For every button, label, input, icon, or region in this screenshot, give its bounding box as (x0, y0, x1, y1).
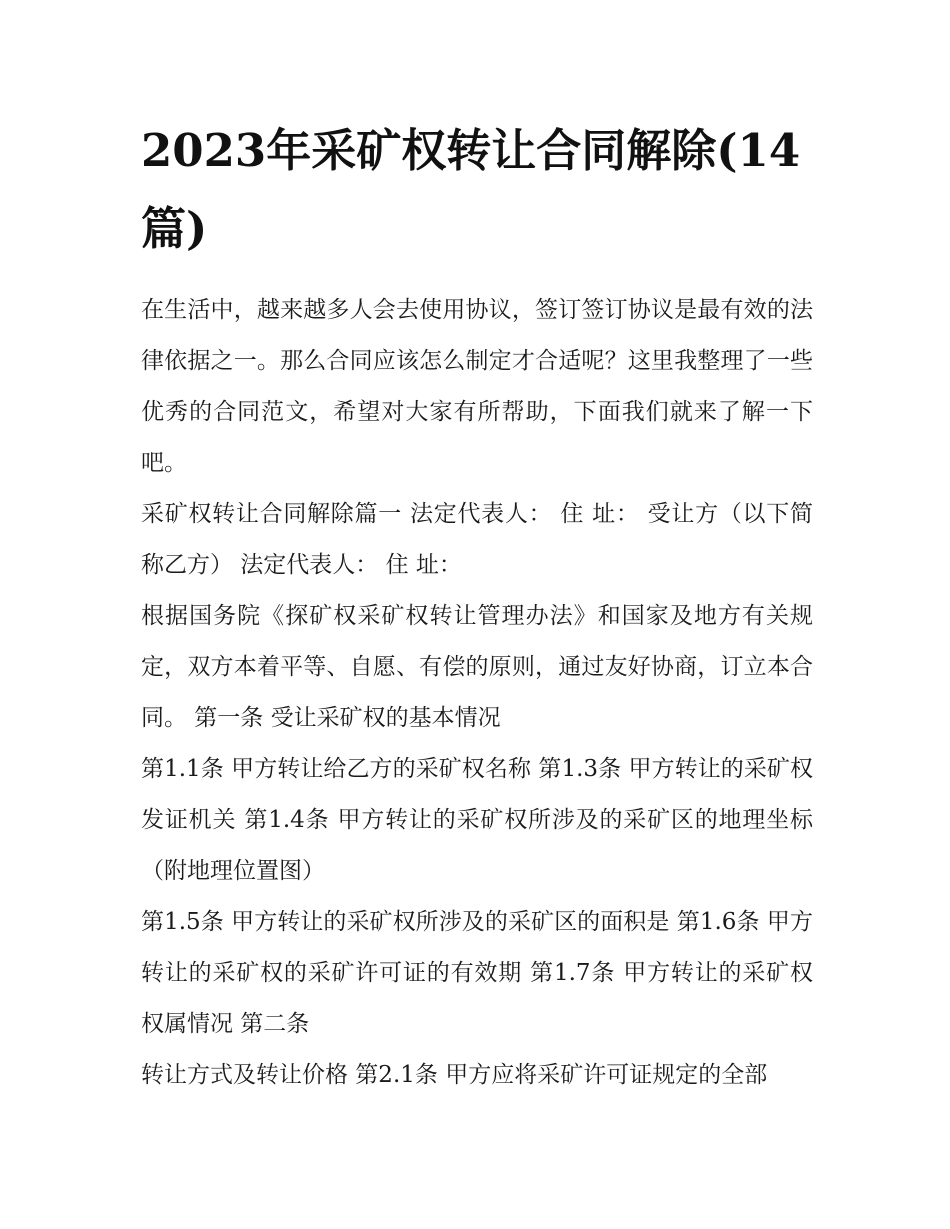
document-page (141, 112, 813, 1101)
paragraph-clause-1-b: 第1.5条 甲方转让的采矿权所涉及的采矿区的面积是 第1.6条 甲方转让的采矿权的采矿许可证的有效期 第1.7条 甲方转让的采矿权权属情况 第二条 (141, 909, 813, 1037)
paragraph-clause-1-a: 第1.1条 甲方转让给乙方的采矿权名称 第1.3条 甲方转让的采矿权发证机关 第1.4条 甲方转让的采矿权所涉及的采矿区的地理坐标 （附地理位置图） (141, 756, 813, 884)
paragraph-preamble: 根据国务院《探矿权采矿权转让管理办法》和国家及地方有关规定，双方本着平等、自愿、有偿的原则，通过友好协商，订立本合同。 第一条 受让采矿权的基本情况 (141, 603, 813, 731)
document-body (141, 285, 813, 1101)
paragraph-parties: 采矿权转让合同解除篇一 法定代表人： 住 址： 受让方（以下简称乙方） 法定代表人： 住 址： (141, 501, 813, 578)
paragraph-intro: 在生活中，越来越多人会去使用协议，签订签订协议是最有效的法律依据之一。那么合同应该怎么制定才合适呢？这里我整理了一些优秀的合同范文，希望对大家有所帮助，下面我们就来了解一下吧。 (141, 297, 813, 476)
document-title: 2023年采矿权转让合同解除(14篇) (141, 124, 801, 255)
paragraph-clause-2: 转让方式及转让价格 第2.1条 甲方应将采矿许可证规定的全部 (141, 1062, 768, 1088)
